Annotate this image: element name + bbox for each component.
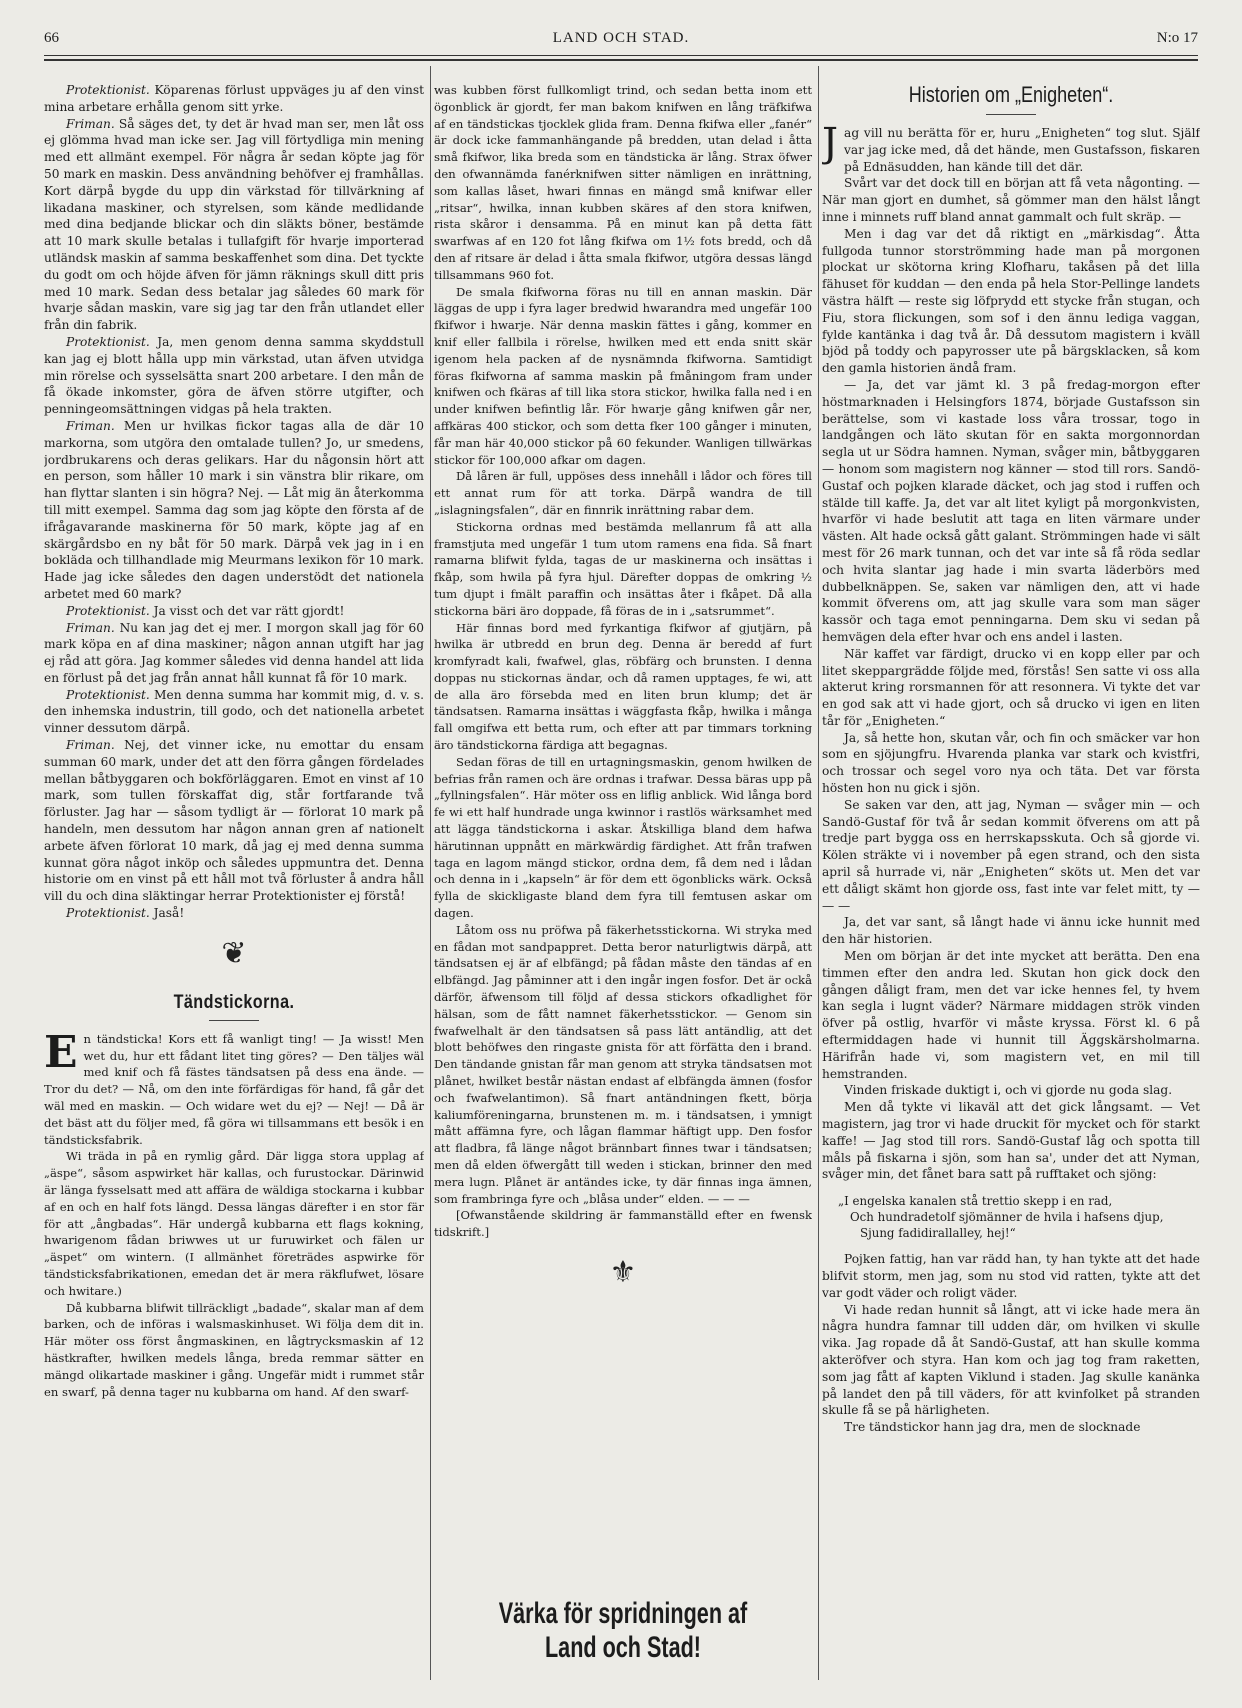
verse-line: Sjung fadidirallalley, hej!“ (860, 1226, 1016, 1241)
dialogue-article (44, 82, 424, 922)
page-number: 66 (44, 30, 59, 46)
story-paragraph: — Ja, det var jämt kl. 3 på fredag-morgon efter höstmarknaden i Helsingfors 1874, började Gustafsson sin berättelse, som vi kastade loss våra trossar, togo in landgången och läto skutan för en sakta morgonnordan segla ut ur Södra hamnen. Nyman, svåger min, båtbyggaren — honom som magistern nog känner — stod till rors. Sandö-Gustaf och pojken klarade däcket, och jag stod i ruffen och stälde till kaffe. Ja, det var alt litet kyligt på morgonkvisten, hvarför vi hade beslutit att taga en liten värmare under västen. Alt hade också gått galant. Strömmingen hade vi sält mest för 26 mark tunnan, och det var inte så få röda sedlar och hvita slantar jag hade i min svarta läderbörs med dubbelknäppen. Se, saken var nämligen den, att vi hade kommit öfverens om, att jag skulle vara som man säger kassör och taga emot penningarna. Dem sku vi sedan på hemvägen dela efter hvar och ens andel i lasten. (822, 377, 1200, 644)
story-paragraph: När kaffet var färdigt, drucko vi en kopp eller par och litet skeppargrädde följde med, förstås! Sen satte vi oss alla akterut kring rorsmannen för att resonnera. Vi tykte det var en god sak att vi hade gjort, och så drucko vi igen en liten tår för „Enigheten.“ (822, 646, 1200, 728)
story-paragraph: Men om början är det inte mycket att berätta. Den ena timmen efter den andra led. Skutan hon gick dock den gången dåligt fram, men det var icke hennes fel, ty hvem kan segla i lugnt väder? Närmare middagen strök vinden öfver på ostlig, hvarför vi måste kryssa. Först kl. 6 på eftermiddagen hade vi hunnit till Äggskärsholmarna. Härifrån hade vi, som magistern vet, en mil till hemstranden. (822, 949, 1200, 1081)
dialogue-paragraph: Protektionist. Ja visst och det var rätt gjordt! (66, 603, 345, 618)
promo-headline: Värka för spridningen af Land och Stad! (498, 1597, 748, 1664)
dialogue-paragraph: Friman. Men ur hvilkas fickor tagas alla de där 10 markorna, som utgöra den omtalade tullen? Jo, ur smedens, jordbrukarens och deras gelikars. Har du någonsin hört att en person, som håller 10 mark i sin vänstra blir rikare, om han flyttar slanten i sin högra? Nej. — Låt mig än återkomma till mitt exempel. Samma dag som jag köpte den första af de ifrågavarande maskinerna för 50 mark, köpte jag af en skärgårdsbo en ny båt för 50 mark. Därpå vek jag in i en bokläda och tillhandlade mig Meurmans lexikon för 10 mark. Hade jag icke således den dagen understödt det nationela arbetet med 60 mark? (44, 418, 424, 601)
song-verse (838, 1193, 1200, 1241)
title-rule (986, 114, 1036, 115)
story-paragraph: Pojken fattig, han var rädd han, ty han tykte att det hade blifvit storm, men jag, som nu stod vid ratten, tykte att det var godt väder och roligt väder. (822, 1252, 1200, 1300)
column-divider-1 (430, 66, 431, 1680)
flourish-ornament-icon: ❦ (221, 935, 247, 971)
story-paragraph: Se saken var den, att jag, Nyman — svåger min — och Sandö-Gustaf för två år sedan kommit öfverens om att på tredje part bygga oss en herrskapsskuta. Och så gjorde vi. Kölen sträkte vi i november på egen strand, och den sista april så hurrade vi, när „Enigheten“ sköts ut. Men det var ett dåligt skämt hon gjorde oss, fast inte var felet mitt, ty — — — (822, 797, 1200, 913)
column-1 (44, 82, 424, 1682)
story-paragraph: Jag vill nu berätta för er, huru „Enigheten“ tog slut. Själf var jag icke med, då det hände, men Gustafsson, fiskaren på Ednäsudden, han kände till det där. (822, 120, 1200, 174)
dialogue-paragraph: Protektionist. Jaså! (66, 906, 185, 921)
article-title-enigheten: Historien om „Enigheten“. (908, 82, 1114, 107)
col2-paragraph: Då låren är full, uppöses dess innehåll i lådor och föres till ett annat rum för att torka. Därpå wandra de till „islagningsfalen“, där en finnrik inrättning rabar dem. (434, 469, 812, 517)
story-paragraph: Vinden friskade duktigt i, och vi gjorde nu goda slag. (844, 1083, 1173, 1098)
header-rule-thick (44, 59, 1198, 61)
story-paragraph: Svårt var det dock till en början att få veta någonting. — När man gjort en dumhet, så gömmer man den hälst långt inne i minnets ruff bland annat gammalt och fult skräp. — (822, 176, 1200, 224)
dialogue-paragraph: Friman. Så säges det, ty det är hvad man ser, men låt oss ej glömma hvad man icke ser. Jag vill förtydliga min mening med ett allmänt exempel. För några år sedan köpte jag för 50 mark en maskin. Dess användning behöfver ej framhållas. Kort därpå bygde du upp din värkstad för tillvärkning af likadana maskiner, och styrelsen, som kände medlidande med dina bedjande blickar och din släkts böner, bestämde att 10 mark skulle betalas i tullafgift för hvarje importerad utländsk maskin af samma beskaffenhet som dina. Det tyckte du godt om och höjde äfven för jämn räknings skull ditt pris med 10 mark. Sedan dess betalar jag således 60 mark för hvarje sådan maskin, vare sig jag tar den från utlandet eller från din fabrik. (44, 116, 424, 333)
drop-cap: E (44, 1026, 78, 1078)
issue-number: N:o 17 (1156, 30, 1198, 46)
dialogue-paragraph: Protektionist. Men denna summa har kommit mig, d. v. s. den inhemska industrin, till godo, och det nationella arbetet vinner dessutom därpå. (44, 687, 424, 736)
dialogue-paragraph: Friman. Nej, det vinner icke, nu emottar du ensam summan 60 mark, under det att den förra gången fördelades mellan båtbyggaren och bokförläggaren. Emot en vinst af 10 mark, som tullen förskaffat dig, står fortfarande två förluster. Jag har — såsom tydligt är — förlorat 10 mark på handeln, men dessutom har någon annan gren af nationelt arbete äfven förlorat 10 mark, då jag ej med denna summa kunnat göra något inköp och således uppmuntra det. Denna historie om en vinst på ett håll mot två förluster å andra håll vill du och dina släktingar herrar Protektionister ej förstå! (44, 738, 424, 904)
fleuron-ornament-icon: ⚜ (609, 1254, 637, 1290)
column-3 (822, 82, 1200, 1682)
story-paragraph: Vi hade redan hunnit så långt, att vi icke hade mera än några hundra famnar till udden där, om hvilken vi skulle vika. Jag ropade då åt Sandö-Gustaf, att han skulle komma akteröfver och styra. Han kom och jag tog fram raketten, som jag fått af kapten Viklund i staden. Jag skulle kanänka på landet den på till väders, för att kvinfolket på stranden skulle få se på härligheten. (822, 1302, 1200, 1418)
verse-line: Och hundradetolf sjömänner de hvila i hafsens djup, (850, 1210, 1164, 1225)
story-paragraph: Ja, så hette hon, skutan vår, och fin och smäcker var hon som en sjöjungfru. Hvarenda planka var stark och kvistfri, och trossar och segel voro nya och täta. Det var första hösten hon nu gick i sjön. (822, 730, 1200, 796)
col2-paragraph: was kubben först fullkomligt trind, och sedan betta inom ett ögonblick är gjordt, fer man bakom knifwen en lång träfkifwa af en tändstickas tjocklek glida fram. Denna fkifwa eller „fanér“ är dock icke fammanhängande på bredden, utan delad i åtta små fkifwor, lika breda som en tändsticka är lång. Strax öfwer den ofwannämda fanérknifwen sitter nämligen en inrättning, som kallas låset, hwari finnas en mängd små knifwar eller „ritsar“, hwilka, innan kubben skäres af den stora knifwen, rista skåror i densamma. På en minut kan på detta fätt swarfwas af en 120 fot lång fkifwa om 1½ fots bredd, och då den af ritsare är delad i åtta smala fkifwor, utgöra dessas längd tillsammans 960 fot. (434, 83, 812, 282)
title-rule (209, 1020, 259, 1021)
story-paragraph: Tre tändstickor hann jag dra, men de slocknade (844, 1420, 1141, 1435)
column-divider-2 (818, 66, 819, 1680)
tand-paragraph: En tändsticka! Kors ett få wanligt ting! — Ja wisst! Men wet du, hur ett fådant litet ting göres? — Den täljes wäl med knif och få fästes tändsatsen på dess ena ände. — Tror du det? — Nå, om den inte förfärdigas för hand, få går det wäl med en maskin. — Och widare wet du ej? — Nej! — Då är det bäst att du följer med, få göra wi tillsammans ett besök i en tändsticksfabrik. (44, 1026, 424, 1147)
drop-cap: J (822, 120, 839, 166)
header-rule-thin (44, 55, 1198, 56)
tand-paragraph: Wi träda in på en rymlig gård. Där ligga stora upplag af „äspe“, såsom aspwirket här kallas, och furustockar. Därinwid är länga fysselsatt med att affära de wäldiga stockarna i kubbar af en och en half fots längd. Dessa längas därefter i en stor fär för att „ångbadas“. Här undergå kubbarna ett flags kokning, hwarigenom fådan briwwes ut ur furuwirket och fälen ur „äspet“ om wintern. (I allmänhet företrädes aspwirke för tändsticksfabrikationen, emedan det är mera räkflufwet, lösare och hwitare.) (44, 1149, 424, 1298)
page-header (44, 30, 1198, 54)
col2-paragraph: Sedan föras de till en urtagningsmaskin, genom hwilken de befrias från ramen och äre ordnas i trafwar. Dessa bäras upp på „fyllningsfalen“. Här möter oss en liflig anblick. Wid långa bord fe wi ett half hundrade unga kwinnor i rastlös wärksamhet med att lägga tändstickorna i askar. Åtskilliga bland dem hafwa härutinnan uppnått en märkwärdig färdighet. Att från trafwen taga en lagom mängd stickor, ordna dem, få dem ned i lådan och denna in i „kapseln“ är för dem ett ögonblicks wärk. Också fylla de skickligaste bland dem fyra till femtusen askar om dagen. (434, 754, 812, 921)
dialogue-paragraph: Protektionist. Ja, men genom denna samma skyddstull kan jag ej blott hålla upp min värkstad, utan äfven utvidga min rörelse och sysselsätta snart 200 arbetare. I den mån de få ökade inkomster, göra de äfven större utgifter, och penningeomsättningen vidgas på hela trakten. (44, 334, 424, 417)
col2-paragraph: Stickorna ordnas med bestämda mellanrum få att alla framstjuta med ungefär 1 tum utom ramens ena fida. Så fnart ramarna blifwit fylda, tagas de ur maskinerna och insättas i fkåp, som hwila på fyra hjul. Därefter doppas de omkring ½ tum djupt i fmält paraffin och insättas åter i fkåpet. Då alla stickorna bäri äro doppade, få föras de in i „satsrummet“. (434, 519, 812, 618)
col2-paragraph: Här finnas bord med fyrkantiga fkifwor af gjutjärn, på hwilka är utbredd en brun deg. Denna är beredd af furt kromfyradt kali, fwafwel, glas, röbfärg och brunsten. I denna doppas nu stickornas ändar, och då ramen upptages, fe wi, att de alla äro försebda med en liten brun klump; det är tändsatsen. Ramarna insättas i wäggfasta fkåp, hwilka i många fall omgifwa ett betta rum, och efter att par timmars torkning äro tändstickorna färdiga att begagnas. (434, 620, 812, 753)
story-paragraph: Ja, det var sant, så långt hade vi ännu icke hunnit med den här historien. (822, 915, 1200, 947)
col2-paragraph: Låtom oss nu pröfwa på fäkerhetsstickorna. Wi stryka med en fådan mot sandpappret. Detta beror naturligtwis därpå, att tändsatsen ej är af elbfängd; på fådan måste den tändas af en elbfängd. Jag påminner att i den ingår ingen fosfor. Det är ockå därför, äfwensom till följd af dessa stickors ofkadlighet för hälsan, som de fått namnet fäkerhetsstickor. — Genom sin fwafwelhalt är den tändsatsen så pass lätt antändlig, att det blott behöfwes den ringaste gnista för att förfätta den i brand. Den tändande gnistan får man genom att stryka tändsatsen mot plånet, hwilket består nästan endast af elbfängda ämnen (fosfor och fwafwelantimon). Så fnart antändningen fkett, börja kaliumföreningarna, brunstenen m. m. i tändsatsen, i ymnigt mått affämna fyre, och lågan flammar häftigt upp. Den fosfor att fladbra, få länge något brännbart finnes twar i tändsatsen; men då elden öfwergått till weden i stickan, brinner den med mera lugn. Plånet är antändes icke, ty där finnas inga ämnen, som frambringa fyre och „blåsa under“ elden. — — — (434, 922, 812, 1206)
source-note: [Ofwanstående skildring är fammanställd efter en fwensk tidskrift.] (434, 1208, 812, 1240)
verse-line: „I engelska kanalen stå trettio skepp i en rad, (838, 1194, 1113, 1209)
column-2 (434, 82, 812, 1682)
dialogue-paragraph: Friman. Nu kan jag det ej mer. I morgon skall jag för 60 mark köpa en af dina maskiner; någon annan utgift har jag ej råd att göra. Jag kommer således vid denna handel att lida en förlust på det jag från annat håll kunnat få för 10 mark. (44, 620, 424, 685)
col2-paragraph: De smala fkifworna föras nu till en annan maskin. Där läggas de upp i fyra lager bredwid hwarandra med ungefär 100 fkifwor i hwarje. När denna maskin fättes i gång, kommer en knif eller fallbila i rörelse, hwilken med ett enda snitt skär igenom hela packen af de nysnämnda fkifworna. Samtidigt föras fkifworna af samma maskin på fmåningom fram under knifwen och fkäras af till lika stora stickor, hwilka falla ned i en under knifwen befintlig lår. För hwarje gång knifwen går ner, affkäras 400 stickor, och som detta fker 100 gånger i minuten, får man här 40,000 stickor på 60 fekunder. Wanligen tillwärkas stickor för 100,000 afkar om dagen. (434, 284, 812, 467)
promo-banner (434, 1597, 812, 1665)
article-title-tandstickorna: Tändstickorna. (173, 991, 295, 1013)
story-paragraph: Men i dag var det då riktigt en „märkisdag“. Åtta fullgoda tunnor storströmming hade man på morgonen plockat ur skötorna kring Klofharu, takåsen på det lilla fähuset för kuddan — den enda på hela Stor-Pellinge landets västra hälft — reste sig löfprydd ett stycke från stugan, och Fiu, stora flickungen, som sof i den ännu lediga vaggan, fylde kantänka i dag två år. Då dessutom magistern i kväll bjöd på toddy och papyrosser ute på bärgsklacken, så kom den gamla historien ändå fram. (822, 226, 1200, 376)
story-paragraph: Men då tykte vi likaväl att det gick långsamt. — Vet magistern, jag tror vi hade druckit för mycket och för starkt kaffe! — Jag stod till rors. Sandö-Gustaf låg och spotta till måls på fiskarna i sjön, som han sa', under det att Nyman, svåger min, det fånet bara satt på rufftaket och sjöng: (822, 1100, 1200, 1182)
dialogue-paragraph: Protektionist. Köparenas förlust uppväges ju af den vinst mina arbetare erhålla genom sitt yrke. (44, 83, 424, 114)
tand-paragraph: Då kubbarna blifwit tillräckligt „badade“, skalar man af dem barken, och de införas i walsmaskinhuset. Wi följa dem dit in. Här möter oss först ångmaskinen, en lågtrycksmaskin af 12 hästkrafter, hwilken medels långa, breda remmar sätter en mängd olikartade maskiner i gång. Ungefär midt i rummet står en swarf, på denna tager nu kubbarna om hand. Af den swarf- (44, 1300, 424, 1399)
masthead-title: LAND OCH STAD. (552, 30, 690, 46)
